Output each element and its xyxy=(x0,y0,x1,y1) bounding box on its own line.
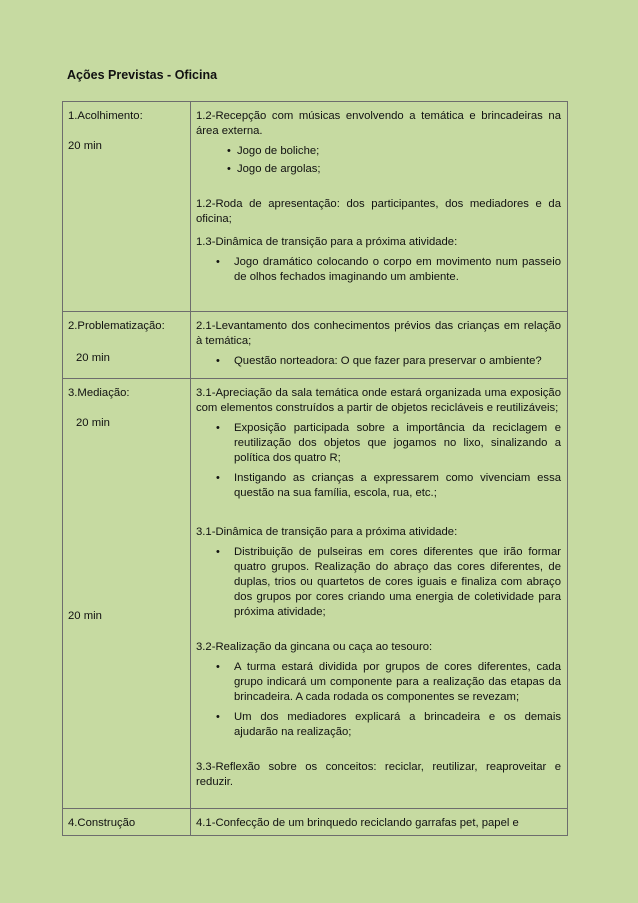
list-item-text: Distribuição de pulseiras em cores diferentes que irão formar quatro grupos. Realização do abraço das cores diferentes, de duplas, trios ou quartetos de cores iguais e finaliza com abraço dos grupos por cores criando uma energia de coletividade para próxima atividade; xyxy=(234,546,561,618)
stage-label: 3.Mediação: xyxy=(68,387,130,399)
time-label: 20 min xyxy=(76,352,110,364)
list-item-text: Um dos mediadores explicará a brincadeira e os demais ajudarão na realização; xyxy=(234,711,561,738)
bullet-list xyxy=(196,545,561,620)
list-item xyxy=(196,545,561,620)
activity-paragraph: 4.1-Confecção de um brinquedo reciclando garrafas pet, papel e xyxy=(196,817,519,829)
table-row xyxy=(63,809,568,836)
list-item-text: Questão norteadora: O que fazer para preservar o ambiente? xyxy=(234,355,542,367)
page-title: Ações Previstas - Oficina xyxy=(67,68,218,82)
stage-cell xyxy=(63,809,191,836)
activity-paragraph: 2.1-Levantamento dos conhecimentos prévios das crianças em relação à temática; xyxy=(196,320,561,347)
time-label: 20 min xyxy=(68,610,102,622)
activity-paragraph: 3.2-Realização da gincana ou caça ao tesouro: xyxy=(196,641,433,653)
bullet-icon: • xyxy=(227,145,231,157)
list-item-text: Jogo de argolas; xyxy=(237,163,321,175)
table-row xyxy=(63,312,568,379)
list-item xyxy=(196,471,561,501)
stage-label: 2.Problematização: xyxy=(68,320,165,332)
bullet-icon: • xyxy=(216,355,220,367)
time-label: 20 min xyxy=(68,140,102,152)
stage-cell xyxy=(63,102,191,312)
stage-cell xyxy=(63,379,191,809)
list-item xyxy=(196,660,561,705)
activity-cell xyxy=(191,312,568,379)
table-row xyxy=(63,102,568,312)
bullet-icon: • xyxy=(216,661,220,673)
bullet-list xyxy=(196,421,561,501)
list-item xyxy=(196,710,561,740)
activity-cell xyxy=(191,809,568,836)
bullet-list xyxy=(196,144,561,177)
list-item xyxy=(196,255,561,285)
bullet-icon: • xyxy=(227,163,231,175)
list-item-text: Jogo dramático colocando o corpo em movimento num passeio de olhos fechados imaginando um ambiente. xyxy=(234,256,561,283)
activity-paragraph: 1.2-Recepção com músicas envolvendo a temática e brincadeiras na área externa. xyxy=(196,110,561,137)
stage-cell xyxy=(63,312,191,379)
list-item-text: Jogo de boliche; xyxy=(237,145,320,157)
bullet-icon: • xyxy=(216,422,220,434)
list-item-text: Exposição participada sobre a importância da reciclagem e reutilização dos objetos que jogamos no lixo, sinalizando a política dos quatro R; xyxy=(234,422,561,464)
activity-cell xyxy=(191,379,568,809)
activity-paragraph: 3.1-Apreciação da sala temática onde estará organizada uma exposição com elementos construídos a partir de objetos recicláveis e reutilizáveis; xyxy=(196,387,561,414)
bullet-list xyxy=(196,354,561,369)
list-item xyxy=(196,421,561,466)
bullet-list xyxy=(196,660,561,740)
time-label: 20 min xyxy=(76,417,110,429)
bullet-icon: • xyxy=(216,472,220,484)
list-item xyxy=(196,162,561,177)
activity-paragraph: 3.1-Dinâmica de transição para a próxima atividade: xyxy=(196,526,458,538)
activity-cell xyxy=(191,102,568,312)
stage-label: 1.Acolhimento: xyxy=(68,110,143,122)
bullet-icon: • xyxy=(216,546,220,558)
list-item xyxy=(196,144,561,159)
list-item-text: Instigando as crianças a expressarem como vivenciam essa questão na sua família, escola, rua, etc.; xyxy=(234,472,561,499)
activity-paragraph: 1.3-Dinâmica de transição para a próxima atividade: xyxy=(196,236,458,248)
bullet-icon: • xyxy=(216,711,220,723)
activity-paragraph: 1.2-Roda de apresentação: dos participantes, dos mediadores e da oficina; xyxy=(196,198,561,225)
bullet-icon: • xyxy=(216,256,220,268)
bullet-list xyxy=(196,255,561,285)
actions-table xyxy=(62,101,568,836)
table-row xyxy=(63,379,568,809)
activity-paragraph: 3.3-Reflexão sobre os conceitos: reciclar, reutilizar, reaproveitar e reduzir. xyxy=(196,761,561,788)
list-item xyxy=(196,354,561,369)
stage-label: 4.Construção xyxy=(68,817,136,829)
list-item-text: A turma estará dividida por grupos de cores diferentes, cada grupo indicará um componente para a realização das etapas da brincadeira. A cada rodada os componentes se revezam; xyxy=(234,661,561,703)
